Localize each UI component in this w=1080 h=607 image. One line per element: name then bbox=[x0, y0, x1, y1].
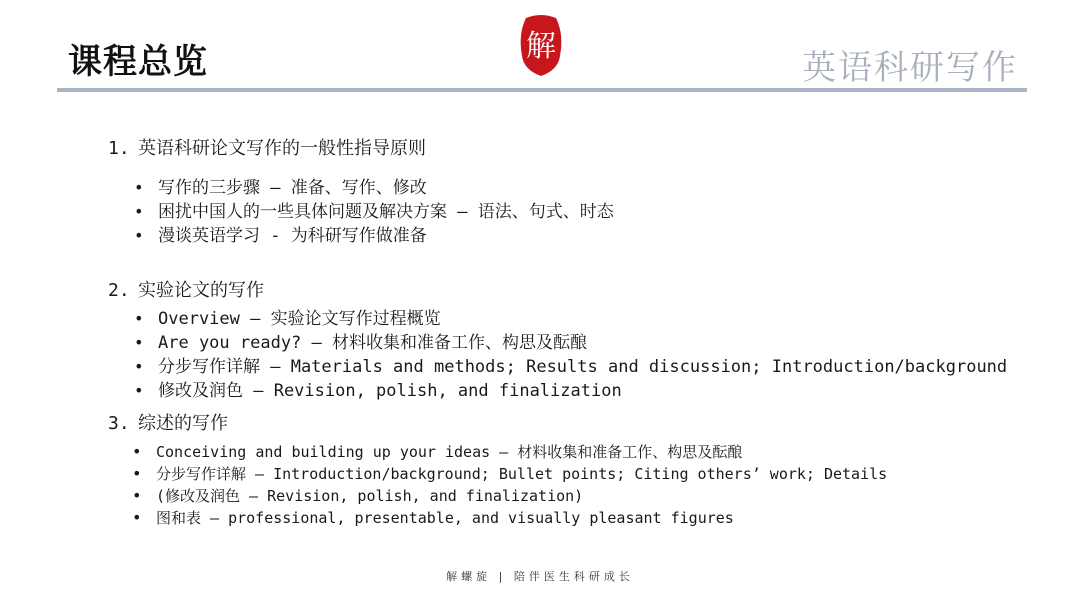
footer-tagline: 解螺旋 | 陪伴医生科研成长 bbox=[446, 570, 634, 583]
subject-title: 英语科研写作 bbox=[802, 48, 1018, 88]
bullet-icon: • bbox=[134, 202, 144, 221]
list-item-text: 分步写作详解 – Materials and methods; Results and discussion; Introduction/background bbox=[158, 357, 1008, 377]
bullet-icon: • bbox=[132, 486, 142, 505]
list-item-text: (修改及润色 – Revision, polish, and finalization) bbox=[156, 487, 584, 505]
list-item bbox=[134, 307, 441, 331]
bullet-icon: • bbox=[132, 442, 142, 461]
section-number: 3. bbox=[108, 413, 130, 434]
list-item bbox=[132, 507, 734, 529]
list-item bbox=[132, 463, 888, 485]
list-item-text: Conceiving and building up your ideas – 材料收集和准备工作、构思及酝酿 bbox=[156, 443, 743, 461]
list-item bbox=[134, 331, 587, 355]
bullet-icon: • bbox=[134, 178, 144, 197]
list-item-text: 图和表 – professional, presentable, and visually pleasant figures bbox=[156, 509, 734, 527]
list-item bbox=[132, 441, 743, 463]
bullet-icon: • bbox=[134, 381, 144, 400]
list-item-text: Are you ready? – 材料收集和准备工作、构思及酝酿 bbox=[158, 333, 587, 353]
bullet-icon: • bbox=[134, 226, 144, 245]
list-item bbox=[134, 200, 614, 224]
list-item-text: Overview – 实验论文写作过程概览 bbox=[158, 309, 441, 329]
list-item-text: 分步写作详解 – Introduction/background; Bullet points; Citing others’ work; Details bbox=[156, 465, 888, 483]
bullet-icon: • bbox=[134, 309, 144, 328]
list-item-text: 写作的三步骤 – 准备、写作、修改 bbox=[158, 178, 427, 198]
section-number: 1. bbox=[108, 138, 130, 159]
list-item bbox=[134, 224, 427, 248]
section-heading-3 bbox=[108, 411, 228, 437]
list-item-text: 困扰中国人的一些具体问题及解决方案 – 语法、句式、时态 bbox=[158, 202, 614, 222]
list-item bbox=[134, 176, 427, 200]
section-title: 英语科研论文写作的一般性指导原则 bbox=[138, 138, 426, 159]
list-item bbox=[134, 355, 1008, 379]
bullet-icon: • bbox=[134, 357, 144, 376]
svg-text:解: 解 bbox=[526, 29, 556, 64]
section-heading-1 bbox=[108, 136, 426, 162]
list-item-text: 漫谈英语学习 - 为科研写作做准备 bbox=[158, 226, 427, 246]
bullet-icon: • bbox=[134, 333, 144, 352]
section-title: 实验论文的写作 bbox=[138, 280, 264, 301]
section-title: 综述的写作 bbox=[138, 413, 228, 434]
list-item bbox=[134, 379, 622, 403]
bullet-icon: • bbox=[132, 508, 142, 527]
bullet-icon: • bbox=[132, 464, 142, 483]
list-item bbox=[132, 485, 584, 507]
page-title: 课程总览 bbox=[68, 42, 208, 82]
section-number: 2. bbox=[108, 280, 130, 301]
section-heading-2 bbox=[108, 278, 264, 304]
list-item-text: 修改及润色 – Revision, polish, and finalization bbox=[158, 381, 622, 401]
